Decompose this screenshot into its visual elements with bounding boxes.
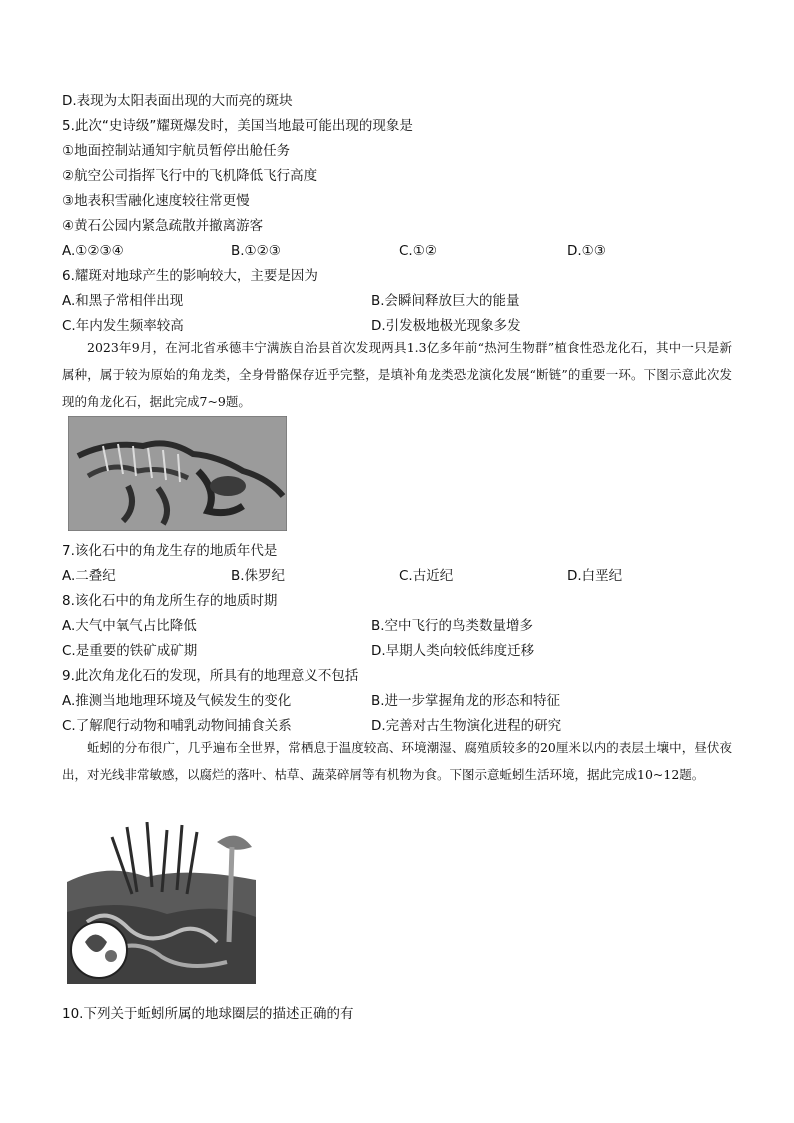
q7-option-a: A.二叠纪 [62,568,116,584]
q4-option-d: D.表现为太阳表面出现的大而亮的斑块 [62,93,293,109]
q7-option-c: C.古近纪 [399,568,454,584]
q8-option-d: D.早期人类向较低纬度迁移 [371,643,535,659]
q6-option-a: A.和黑子常相伴出现 [62,293,184,309]
q7-option-b: B.侏罗纪 [231,568,286,584]
q6-option-b: B.会瞬间释放巨大的能量 [371,293,520,309]
q9-option-c: C.了解爬行动物和哺乳动物间捕食关系 [62,718,292,734]
q9-option-a: A.推测当地地理环境及气候发生的变化 [62,693,292,709]
q5-option-a: A.①②③④ [62,243,124,259]
earthworm-habitat-illustration [67,822,256,984]
q8-stem: 8.该化石中的角龙所生存的地质时期 [62,593,278,609]
dinosaur-fossil-photo [68,416,287,531]
q5-item-1: ①地面控制站通知宇航员暂停出舱任务 [62,143,291,159]
q10-stem: 10.下列关于蚯蚓所属的地球圈层的描述正确的有 [62,1006,354,1022]
passage-fossil: 2023年9月，在河北省承德丰宁满族自治县首次发现两具1.3亿多年前“热河生物群”植食性恐龙化石，其中一只是新属种，属于较为原始的角龙类，全身骨骼保存近乎完整，是填补角龙类恐龙演化发展“断链”的重要一环。下图示意此次发现的角龙化石，据此完成7~9题。 [62,340,732,409]
passage-earthworm: 蚯蚓的分布很广，几乎遍布全世界，常栖息于温度较高、环境潮湿、腐殖质较多的20厘米以内的表层土壤中，昼伏夜出，对光线非常敏感，以腐烂的落叶、枯草、蔬菜碎屑等有机物为食。下图示意蚯蚓生活环境，据此完成10~12题。 [62,740,732,782]
q8-option-c: C.是重要的铁矿成矿期 [62,643,198,659]
q9-stem: 9.此次角龙化石的发现，所具有的地理意义不包括 [62,668,359,684]
q7-stem: 7.该化石中的角龙生存的地质年代是 [62,543,278,559]
q5-stem: 5.此次“史诗级”耀斑爆发时，美国当地最可能出现的现象是 [62,118,413,134]
q8-option-a: A.大气中氧气占比降低 [62,618,197,634]
q6-stem: 6.耀斑对地球产生的影响较大，主要是因为 [62,268,318,284]
q5-option-b: B.①②③ [231,243,281,259]
q9-option-b: B.进一步掌握角龙的形态和特征 [371,693,561,709]
q5-option-d: D.①③ [567,243,606,259]
q6-option-c: C.年内发生频率较高 [62,318,184,334]
q5-item-3: ③地表积雪融化速度较往常更慢 [62,193,250,209]
q8-option-b: B.空中飞行的鸟类数量增多 [371,618,534,634]
q5-item-4: ④黄石公园内紧急疏散并撤离游客 [62,218,264,234]
q5-item-2: ②航空公司指挥飞行中的飞机降低飞行高度 [62,168,318,184]
q5-option-c: C.①② [399,243,437,259]
q6-option-d: D.引发极地极光现象多发 [371,318,521,334]
q7-option-d: D.白垩纪 [567,568,623,584]
q9-option-d: D.完善对古生物演化进程的研究 [371,718,562,734]
